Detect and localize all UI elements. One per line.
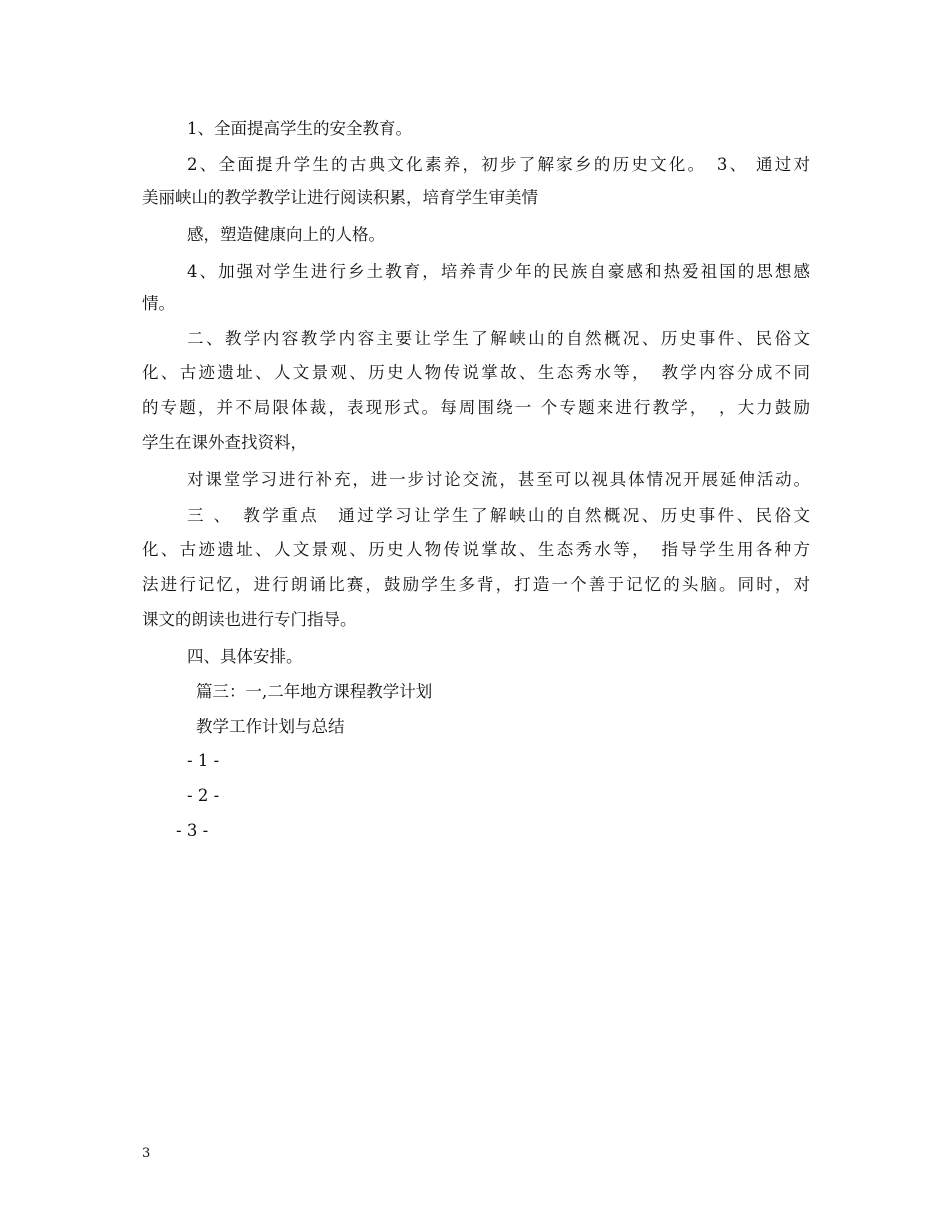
text-line-16: 四、具体安排。 [187,647,303,666]
text-line-10: 学生在课外查找资料， [142,433,307,452]
text-line-13: 化、古迹遗址、人文景观、历史人物传说掌故、生态秀水等， 指导学生用各种方 [142,540,810,559]
text-line-3: 美丽峡山的教学教学让进行阅读积累，培育学生审美情 [142,188,538,207]
text-line-9: 的专题，并不局限体裁，表现形式。每周围绕一 个专题来进行教学， ，大力鼓励 [142,398,810,417]
text-line-2: 2、全面提升学生的古典文化素养，初步了解家乡的历史文化。 3、 通过对 [187,155,810,174]
text-line-15: 课文的朗读也进行专门指导。 [142,610,357,629]
footer-page-number: 3 [142,1146,151,1161]
text-line-12: 三 、 教学重点 通过学习让学生了解峡山的自然概况、历史事件、民俗文 [187,506,810,525]
text-line-5: 4、加强对学生进行乡土教育，培养青少年的民族自豪感和热爱祖国的思想感 [187,262,810,281]
page-marker-3: - 3 - [176,821,209,840]
page-marker-1: - 1 - [187,751,220,770]
text-line-4: 感，塑造健康向上的人格。 [187,225,385,244]
text-line-17: 篇三：一,二年地方课程教学计划 [196,682,433,701]
text-line-1: 1、全面提高学生的安全教育。 [187,119,412,138]
text-line-18: 教学工作计划与总结 [196,717,345,736]
text-line-8: 化、古迹遗址、人文景观、历史人物传说掌故、生态秀水等， 教学内容分成不同 [142,363,810,382]
text-line-11: 对课堂学习进行补充，进一步讨论交流，甚至可以视具体情况开展延伸活动。 [187,470,810,489]
text-line-7: 二、教学内容教学内容主要让学生了解峡山的自然概况、历史事件、民俗文 [187,329,810,348]
text-line-6: 情。 [142,294,175,313]
text-line-14: 法进行记忆，进行朗诵比赛，鼓励学生多背，打造一个善于记忆的头脑。同时，对 [142,575,810,594]
page-marker-2: - 2 - [187,786,220,805]
